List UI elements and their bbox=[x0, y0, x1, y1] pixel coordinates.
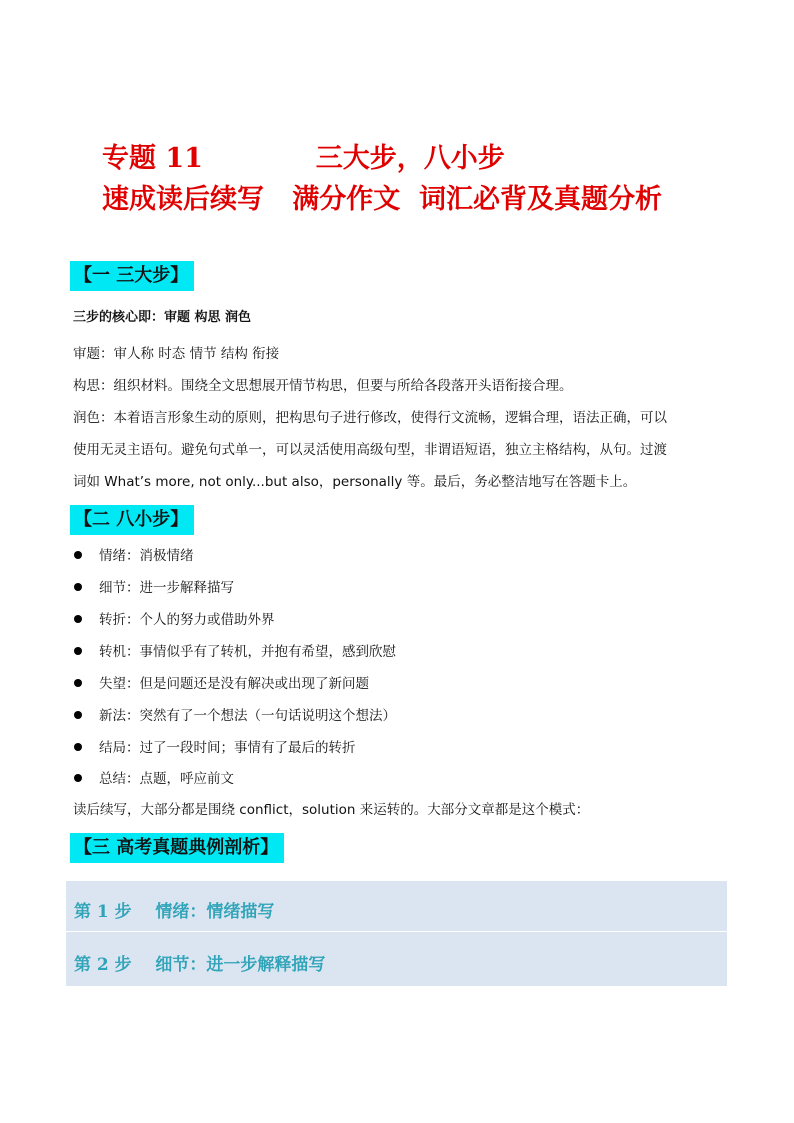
list-item: 情绪：消极情绪 bbox=[74, 547, 194, 565]
step-banner-label: 第 2 步 细节：进一步解释描写 bbox=[74, 955, 326, 975]
bullet-icon bbox=[74, 743, 82, 751]
bullet-icon bbox=[74, 583, 82, 591]
pattern-note: 读后续写，大部分都是围绕 conflict，solution 来运转的。大部分文章都是这个模式： bbox=[73, 802, 590, 818]
section-heading-eight-steps: 【二 八小步】 bbox=[70, 505, 194, 535]
section-heading-three-steps: 【一 三大步】 bbox=[70, 261, 194, 291]
polish-line-2: 使用无灵主语句。避免句式单一，可以灵活使用高级句型，非谓语短语，独立主格结构，从句。过渡 bbox=[73, 442, 667, 458]
step-banner-label: 第 1 步 情绪：情绪描写 bbox=[74, 902, 275, 922]
list-item: 结局：过了一段时间；事情有了最后的转折 bbox=[74, 739, 356, 757]
section-heading-exam-analysis: 【三 高考真题典例剖析】 bbox=[70, 833, 284, 863]
bullet-icon bbox=[74, 551, 82, 559]
bullet-icon bbox=[74, 774, 82, 782]
page-title-line-1: 专题 11 三大步，八小步 bbox=[102, 143, 505, 174]
step-banner-1 bbox=[66, 881, 727, 932]
polish-line-1: 润色：本着语言形象生动的原则，把构思句子进行修改，使得行文流畅，逻辑合理，语法正确，可以 bbox=[73, 410, 667, 426]
concept-line: 构思：组织材料。围绕全文思想展开情节构思，但要与所给各段落开头语衔接合理。 bbox=[73, 378, 573, 394]
bullet-icon bbox=[74, 615, 82, 623]
page-title-line-2: 速成读后续写 满分作文 词汇必背及真题分析 bbox=[102, 184, 662, 215]
step-banner-2 bbox=[66, 932, 727, 987]
polish-line-3: 词如 What’s more, not only...but also，personally 等。最后，务必整洁地写在答题卡上。 bbox=[73, 474, 637, 490]
list-item: 新法：突然有了一个想法（一句话说明这个想法） bbox=[74, 707, 396, 725]
list-item: 总结：点题，呼应前文 bbox=[74, 770, 234, 788]
list-item: 细节：进一步解释描写 bbox=[74, 579, 234, 597]
bullet-icon bbox=[74, 679, 82, 687]
bullet-icon bbox=[74, 647, 82, 655]
list-item: 转折：个人的努力或借助外界 bbox=[74, 611, 275, 629]
list-item: 失望：但是问题还是没有解决或出现了新问题 bbox=[74, 675, 369, 693]
core-steps-line: 三步的核心即：审题 构思 润色 bbox=[73, 310, 252, 325]
review-line: 审题：审人称 时态 情节 结构 衔接 bbox=[73, 346, 280, 362]
list-item: 转机：事情似乎有了转机，并抱有希望，感到欣慰 bbox=[74, 643, 396, 661]
bullet-icon bbox=[74, 711, 82, 719]
